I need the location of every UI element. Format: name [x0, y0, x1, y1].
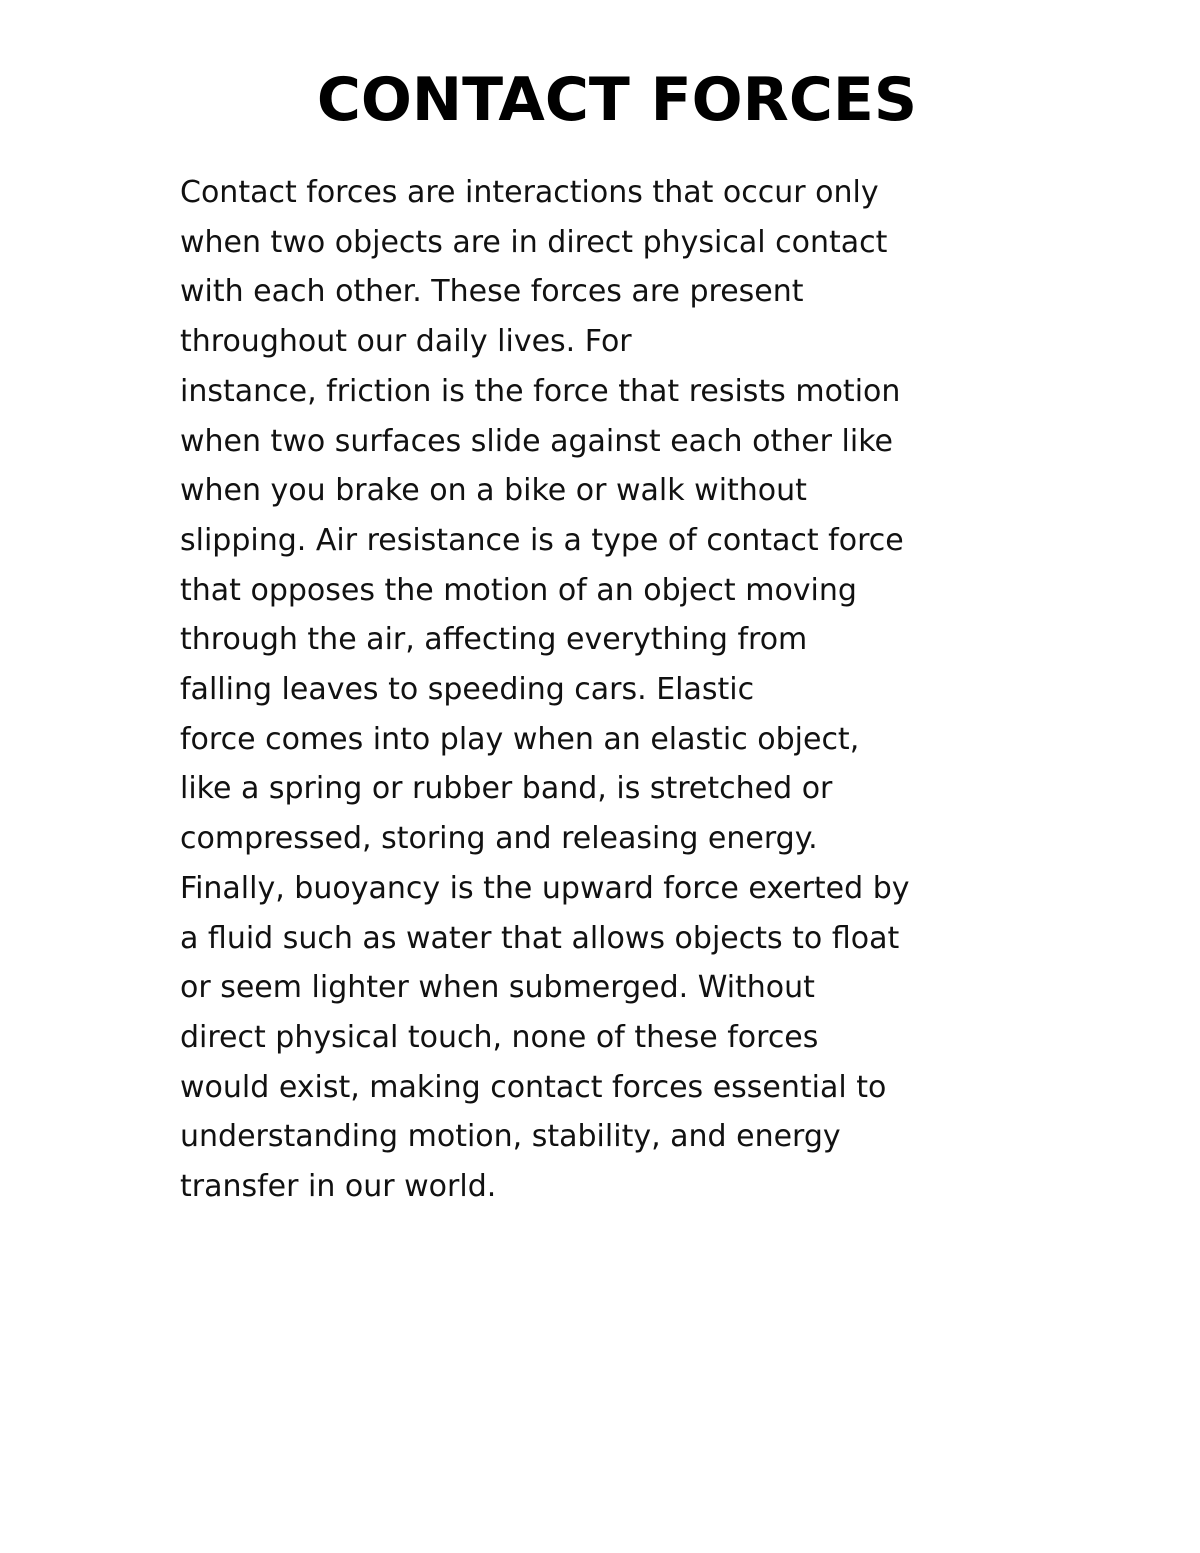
body-line: Finally, buoyancy is the upward force exerted by [180, 870, 910, 906]
body-line: slipping. Air resistance is a type of contact force [180, 522, 904, 558]
body-line: when two objects are in direct physical contact [180, 224, 888, 260]
body-line: through the air, affecting everything from [180, 622, 808, 658]
body-line: compressed, storing and releasing energy. [180, 821, 818, 857]
body-line: direct physical touch, none of these forces [180, 1019, 819, 1055]
body-line: that opposes the motion of an object moving [180, 572, 857, 608]
body-line: transfer in our world. [180, 1169, 497, 1205]
body-line: with each other. These forces are present [180, 274, 804, 310]
body-line: would exist, making contact forces essential to [180, 1069, 887, 1105]
page-title: CONTACT FORCES [316, 65, 918, 135]
body-line: instance, friction is the force that resists motion [180, 373, 901, 409]
body-line: throughout our daily lives. For [180, 324, 632, 360]
body-paragraph [180, 168, 1040, 1212]
body-line: like a spring or rubber band, is stretched or [180, 771, 833, 807]
body-line: force comes into play when an elastic object, [180, 721, 860, 757]
body-line: when two surfaces slide against each other like [180, 423, 893, 459]
body-line: Contact forces are interactions that occur only [180, 175, 879, 210]
body-line: understanding motion, stability, and energy [180, 1119, 841, 1155]
body-line: falling leaves to speeding cars. Elastic [180, 672, 755, 708]
body-line: or seem lighter when submerged. Without [180, 970, 815, 1006]
body-line: a fluid such as water that allows objects to float [180, 920, 900, 956]
body-line: when you brake on a bike or walk without [180, 473, 807, 509]
